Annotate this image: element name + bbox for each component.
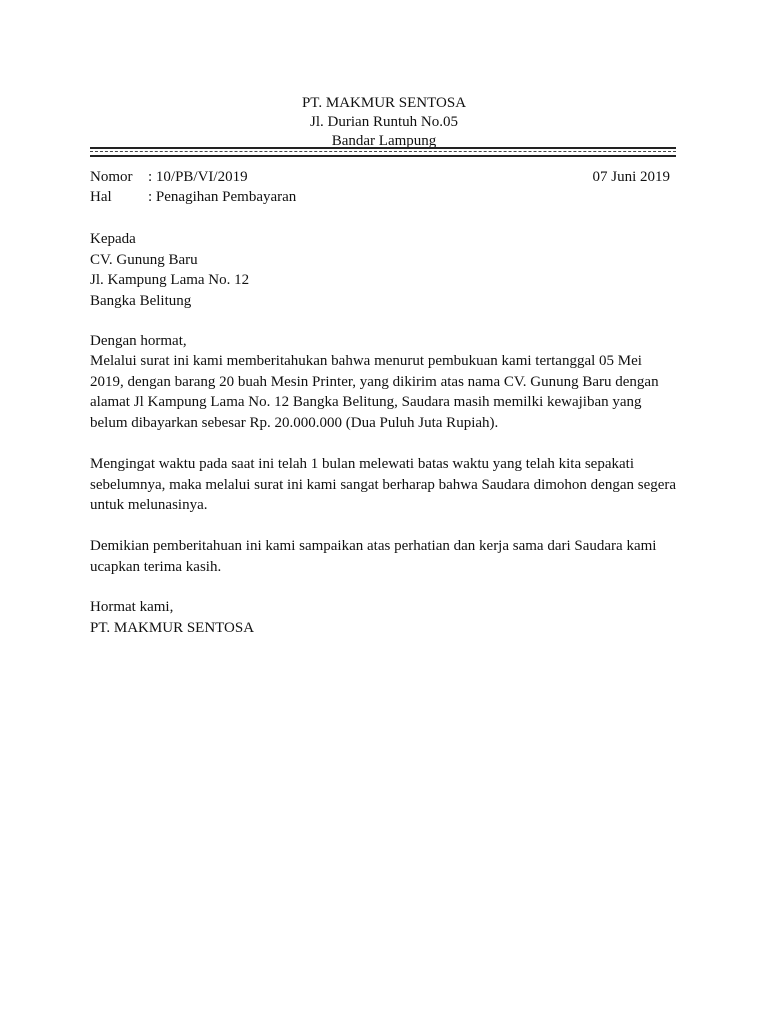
paragraph-2-text: Mengingat waktu pada saat ini telah 1 bulan melewati batas waktu yang telah kita sepakati sebelumnya, maka melalui surat ini kami sangat berharap bahwa Saudara dimohon dengan segera untuk melunasinya. [90,456,677,513]
letter-date: 07 Juni 2019 [592,169,670,185]
recipient-name: CV. Gunung Baru [90,251,198,268]
paragraph-1-text: Melalui surat ini kami memberitahukan bahwa menurut pembukuan kami tertanggal 05 Mei 2019, dengan barang 20 buah Mesin Printer, yang dikirim atas nama CV. Gunung Baru dengan alamat Jl Kampung Lama No. 12 Bangka Belitung, Saudara masih memilki kewajiban yang belum dibayarkan sebesar Rp. 20.000.000 (Dua Puluh Juta Rupiah). [90,353,659,431]
nomor-row [90,167,670,187]
salutation [90,331,678,352]
body-paragraph-3 [90,536,678,577]
company-address: Jl. Durian Runtuh No.05 [310,114,458,130]
body-paragraph-1 [90,351,678,433]
company-name: PT. MAKMUR SENTOSA [301,95,467,111]
salutation-text: Dengan hormat, [90,333,187,349]
paragraph-3-text: Demikian pemberitahuan ini kami sampaikan atas perhatian dan kerja sama dari Saudara kami ucapkan terima kasih. [90,538,657,575]
recipient-greeting: Kepada [90,231,136,247]
recipient-block [90,229,678,311]
body-paragraph-2 [90,454,678,516]
hal-label: Hal [90,189,112,205]
recipient-address: Jl. Kampung Lama No. 12 [90,272,250,288]
recipient-city: Bangka Belitung [90,292,192,309]
company-city: Bandar Lampung [331,133,437,149]
closing-regards: Hormat kami, [90,599,174,615]
letterhead-divider [90,147,676,157]
closing-block [90,597,678,638]
nomor-label: Nomor [90,169,133,185]
letterhead [90,94,678,151]
hal-value: : Penagihan Pembayaran [148,189,297,205]
hal-row [90,187,670,207]
closing-signatory: PT. MAKMUR SENTOSA [90,619,255,636]
letter-meta [90,167,670,207]
nomor-value: : 10/PB/VI/2019 [148,169,248,185]
